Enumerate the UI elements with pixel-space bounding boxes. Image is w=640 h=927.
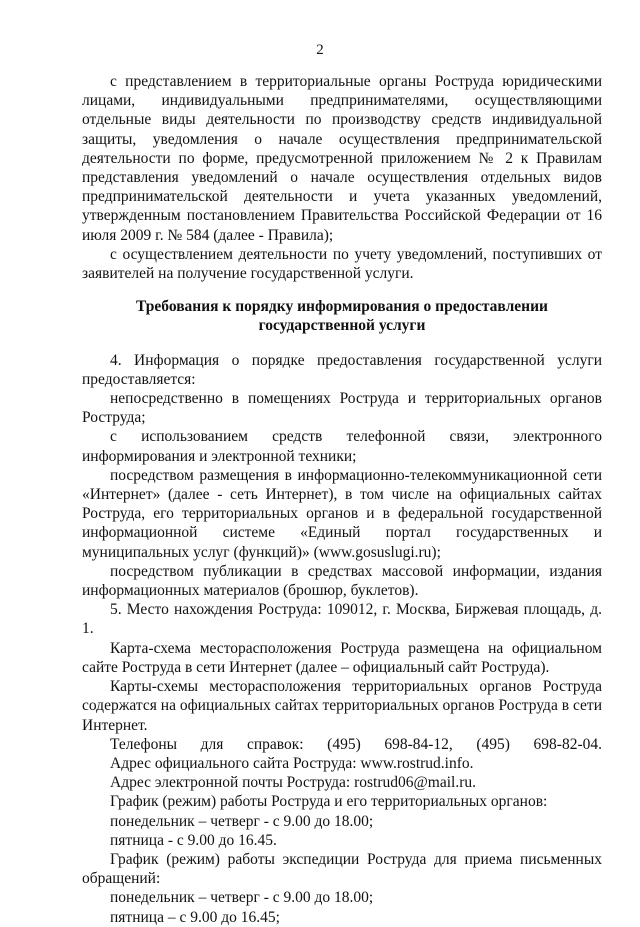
paragraph-expedition-mon-thu: понедельник – четверг - с 9.00 до 18.00; bbox=[110, 889, 374, 907]
paragraph-internet: посредством размещения в информационно-телекоммуникационной сети «Интернет» (далее - сеть Интернет), в том числе на официальных сайтах Роструда, его территориальных органов и в федеральной государственной информационной системе «Единый портал государственных и муниципальных услуг (функций)» (www.gosuslugi.ru); bbox=[82, 466, 602, 561]
paragraph-schedule-mon-thu: понедельник – четверг - с 9.00 до 18.00; bbox=[110, 812, 374, 830]
paragraph-premises: непосредственно в помещениях Роструда и территориальных органов Роструда; bbox=[82, 390, 602, 427]
document-body bbox=[82, 72, 602, 927]
paragraph-schedule-fri: пятница - с 9.00 до 16.45. bbox=[110, 831, 277, 849]
paragraph-item-4: 4. Информация о порядке предоставления государственной услуги предоставляется: bbox=[82, 351, 602, 388]
paragraph-phones: Телефоны для справок: (495) 698-84-12, (495) 698-82-04. bbox=[110, 735, 602, 753]
paragraph-item-5-location: 5. Место нахождения Роструда: 109012, г. Москва, Биржевая площадь, д. 1. bbox=[82, 601, 602, 638]
paragraph-schedule-heading: График (режим) работы Роструда и его территориальных органов: bbox=[110, 793, 548, 811]
section-heading bbox=[82, 297, 602, 335]
paragraph-email: Адрес электронной почты Роструда: rostrud06@mail.ru. bbox=[110, 774, 477, 792]
section-heading-line-1: Требования к порядку информирования о предоставлении bbox=[136, 298, 548, 316]
paragraph-mass-media: посредством публикации в средствах массовой информации, издания информационных материалов (брошюр, буклетов). bbox=[82, 562, 602, 600]
paragraph-map-rostrud: Карта-схема месторасположения Роструда размещена на официальном сайте Роструда в сети Интернет (далее – официальный сайт Роструда). bbox=[82, 639, 602, 676]
paragraph-telephone: с использованием средств телефонной связи, электронного информирования и электронной техники; bbox=[82, 428, 602, 465]
intro-item-accounting: с осуществлением деятельности по учету уведомлений, поступивших от заявителей на получение государственной услуги. bbox=[82, 245, 602, 283]
paragraph-website: Адрес официального сайта Роструда: www.rostrud.info. bbox=[110, 754, 474, 772]
section-heading-line-2: государственной услуги bbox=[258, 317, 426, 335]
intro-item-representation: с представлением в территориальные органы Роструда юридическими лицами, индивидуальными предпринимателями, осуществляющими отдельные виды деятельности по производству средств индивидуальной защиты, уведомления о начале осуществления предпринимательской деятельности по форме, предусмотренной приложением № 2 к Правилам представления уведомлений о начале осуществления отдельных видов предпринимательской деятельности и учета указанных уведомлений, утвержденным постановлением Правительства Российской Федерации от 16 июля 2009 г. № 584 (далее - Правила); bbox=[82, 73, 602, 244]
paragraph-maps-territorial: Карты-схемы месторасположения территориальных органов Роструда содержатся на официальных сайтах территориальных органов Роструда в сети Интернет. bbox=[82, 678, 602, 734]
paragraph-expedition-fri: пятница – с 9.00 до 16.45; bbox=[110, 908, 280, 926]
paragraph-expedition-heading: График (режим) работы экспедиции Роструда для приема письменных обращений: bbox=[82, 850, 602, 888]
page-number: 2 bbox=[316, 42, 324, 58]
